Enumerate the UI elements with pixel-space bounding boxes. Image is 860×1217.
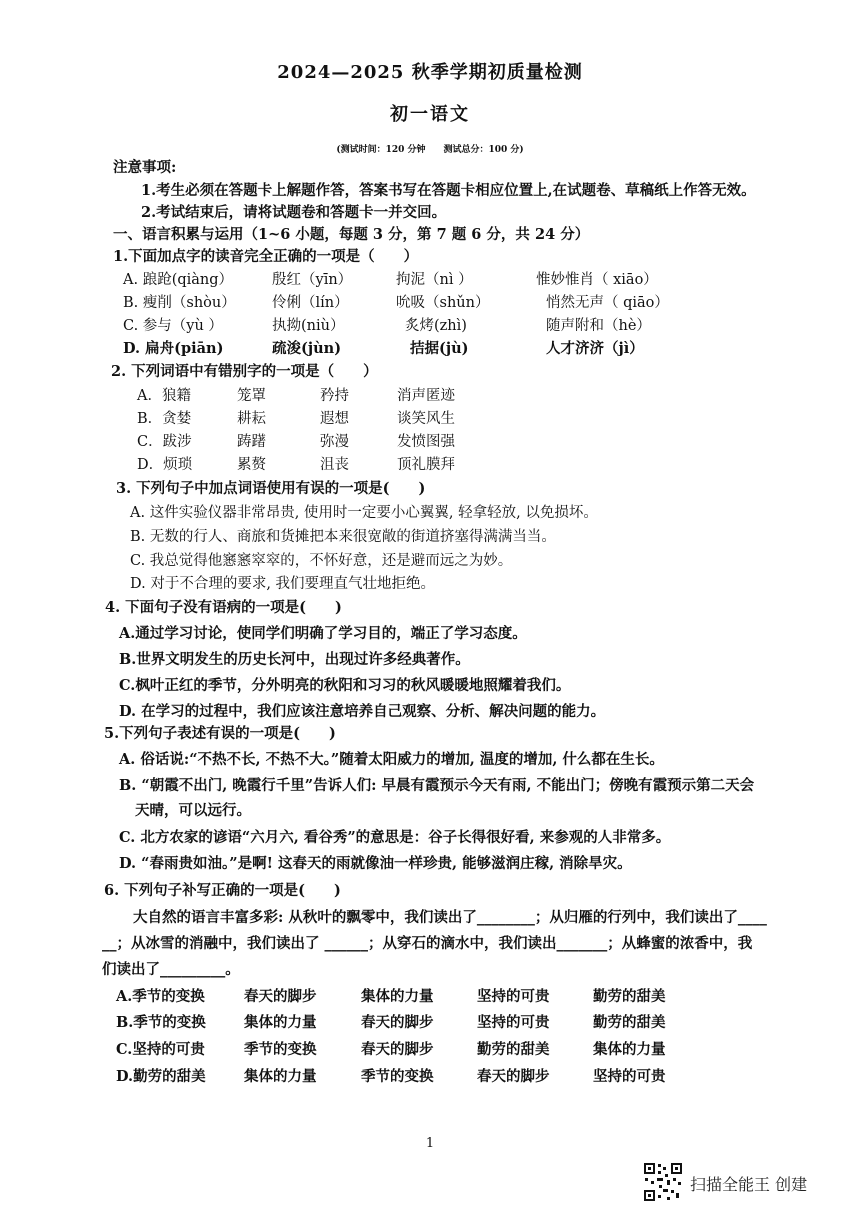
q6-word: 季节的变换 — [361, 1068, 434, 1085]
q4-option: A.通过学习讨论，使同学们明确了学习目的，端正了学习态度。 — [119, 625, 527, 642]
q6-word: 勤劳的甜美 — [593, 988, 666, 1005]
q1-word: 伶俐（lín） — [272, 295, 349, 311]
q1-option: D. 扁舟(piān) — [123, 340, 224, 357]
q6-word: 集体的力量 — [244, 1014, 317, 1031]
q2-word: 耕耘 — [237, 411, 266, 427]
q1-word: 殷红（yīn） — [272, 272, 353, 288]
exam-meta: (测试时间：120 分钟 测试总分：100 分) — [336, 145, 524, 155]
q6-word: 春天的脚步 — [361, 1041, 434, 1058]
q6-paragraph: __；从冰雪的消融中，我们读出了 ______；从穿石的滴水中，我们读出_______；从蜂蜜的浓香中，我 — [102, 935, 753, 952]
q2-option: D．烦琐 — [137, 457, 193, 473]
section-heading: 一、语言积累与运用（1~6 小题，每题 3 分，第 7 题 6 分，共 24 分） — [113, 226, 590, 243]
page-number: 1 — [425, 1136, 435, 1151]
question-stem: 2. 下列词语中有错别字的一项是（ ） — [111, 363, 378, 380]
question-stem: 6. 下列句子补写正确的一项是( ) — [104, 882, 341, 899]
q6-word: 勤劳的甜美 — [477, 1041, 550, 1058]
q5-option: D. “春雨贵如油。”是啊! 这春天的雨就像油一样珍贵, 能够滋润庄稼, 消除旱灾。 — [119, 855, 632, 872]
q1-word: 吮吸（shǔn） — [396, 295, 490, 311]
q1-word: 疏浚(jùn) — [272, 340, 342, 357]
q2-word: 谈笑风生 — [397, 411, 455, 427]
q1-option: B. 瘦削（shòu） — [123, 295, 236, 311]
q3-option: C. 我总觉得他窸窸窣窣的，不怀好意，还是避而远之为妙。 — [130, 553, 513, 569]
q6-word: 集体的力量 — [361, 988, 434, 1005]
q6-word: 春天的脚步 — [477, 1068, 550, 1085]
q5-option: C. 北方农家的谚语“六月六, 看谷秀”的意思是：谷子长得很好看, 来参观的人非常多。 — [119, 829, 671, 846]
q6-paragraph: 大自然的语言丰富多彩: 从秋叶的飘零中，我们读出了________；从归雁的行列中，我们读出了____ — [133, 909, 767, 926]
q5-option: A. 俗话说:“不热不长, 不热不大。”随着太阳威力的增加, 温度的增加, 什么都在生长。 — [119, 751, 664, 768]
note-item: 1.考生必须在答题卡上解题作答，答案书写在答题卡相应位置上,在试题卷、草稿纸上作答无效。 — [141, 182, 756, 199]
q2-word: 遐想 — [320, 411, 349, 427]
q2-word: 消声匿迹 — [397, 388, 455, 404]
exam-subject: 初一语文 — [390, 104, 470, 125]
q4-option: B.世界文明发生的历史长河中，出现过许多经典著作。 — [119, 651, 470, 668]
q6-option: B.季节的变换 — [116, 1014, 206, 1031]
q2-word: 发愤图强 — [397, 434, 455, 450]
q3-option: D. 对于不合理的要求, 我们要理直气壮地拒绝。 — [130, 576, 436, 592]
question-stem: 3. 下列句子中加点词语使用有误的一项是( ) — [116, 480, 426, 497]
q1-word: 惟妙惟肖（ xiāo） — [536, 272, 658, 288]
q6-option: A.季节的变换 — [116, 988, 205, 1005]
q5-option-continued: 天晴，可以远行。 — [135, 802, 251, 819]
q6-option: D.勤劳的甜美 — [116, 1068, 206, 1085]
q1-word: 拮据(jù) — [410, 340, 469, 357]
q1-word: 悄然无声（ qiāo） — [546, 295, 669, 311]
q3-option: A. 这件实验仪器非常昂贵, 使用时一定要小心翼翼, 轻拿轻放, 以免损坏。 — [130, 505, 598, 521]
q2-word: 顶礼膜拜 — [397, 457, 455, 473]
q2-word: 沮丧 — [320, 457, 349, 473]
q1-word: 拘泥（nì ） — [396, 272, 473, 288]
q6-option: C.坚持的可贵 — [116, 1041, 205, 1058]
q6-word: 集体的力量 — [244, 1068, 317, 1085]
q4-option: D. 在学习的过程中，我们应该注意培养自己观察、分析、解决问题的能力。 — [119, 703, 606, 720]
note-item: 2.考试结束后，请将试题卷和答题卡一并交回。 — [141, 204, 447, 221]
q6-word: 春天的脚步 — [244, 988, 317, 1005]
q2-option: B．贪婪 — [137, 411, 192, 427]
question-stem: 1.下面加点字的读音完全正确的一项是（ ） — [113, 248, 419, 265]
question-stem: 4. 下面句子没有语病的一项是( ) — [105, 599, 342, 616]
q1-word: 执拗(niù） — [272, 318, 345, 334]
question-stem: 5.下列句子表述有误的一项是( ) — [104, 725, 336, 742]
scanner-watermark: 扫描全能王 创建 — [690, 1175, 808, 1194]
q6-word: 集体的力量 — [593, 1041, 666, 1058]
q5-option: B. “朝霞不出门, 晚霞行千里”告诉人们: 早晨有霞预示今天有雨, 不能出门；傍晚有霞预示第二天会 — [119, 777, 755, 794]
q1-word: 炙烤(zhì) — [405, 318, 467, 334]
q1-option: C. 参与（yù ） — [123, 318, 223, 334]
q6-word: 勤劳的甜美 — [593, 1014, 666, 1031]
q2-word: 矜持 — [320, 388, 349, 404]
q6-word: 坚持的可贵 — [477, 988, 550, 1005]
q1-word: 随声附和（hè） — [546, 318, 651, 334]
q2-option: C．跋涉 — [137, 434, 192, 450]
q2-word: 笼罩 — [237, 388, 266, 404]
qr-code-icon — [643, 1162, 683, 1202]
q1-word: 人才济济（jì） — [546, 340, 644, 357]
q2-word: 累赘 — [237, 457, 266, 473]
q6-word: 季节的变换 — [244, 1041, 317, 1058]
q2-word: 踌躇 — [237, 434, 266, 450]
q6-word: 春天的脚步 — [361, 1014, 434, 1031]
notes-heading: 注意事项: — [113, 159, 177, 176]
q4-option: C.枫叶正红的季节，分外明亮的秋阳和习习的秋风暖暖地照耀着我们。 — [119, 677, 571, 694]
q3-option: B. 无数的行人、商旅和货摊把本来很宽敞的街道挤塞得满满当当。 — [130, 529, 556, 545]
q1-option: A. 踉跄(qiàng） — [123, 272, 234, 288]
q2-option: A．狼籍 — [137, 388, 191, 404]
q2-word: 弥漫 — [320, 434, 349, 450]
exam-title: 2024—2025 秋季学期初质量检测 — [277, 62, 583, 83]
q6-paragraph: 们读出了_________。 — [102, 961, 240, 978]
q6-word: 坚持的可贵 — [593, 1068, 666, 1085]
q6-word: 坚持的可贵 — [477, 1014, 550, 1031]
